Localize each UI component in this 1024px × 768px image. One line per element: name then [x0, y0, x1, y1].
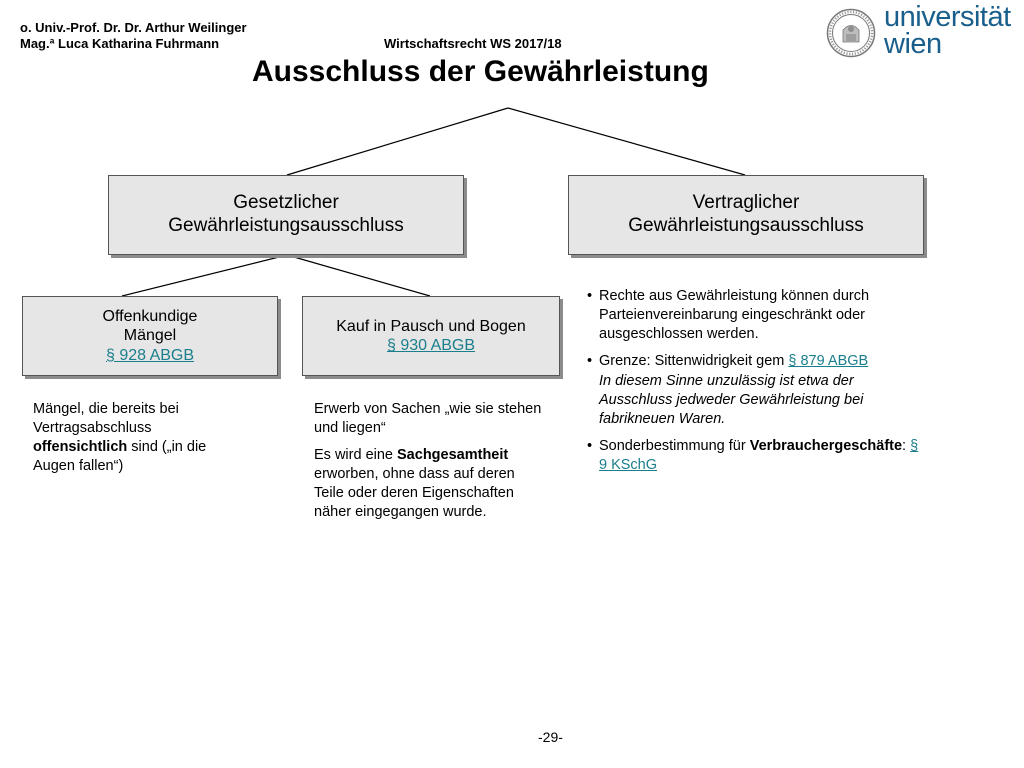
- course-name: Wirtschaftsrecht WS 2017/18: [384, 36, 562, 51]
- box-gesetzlicher-ausschluss: Gesetzlicher Gewährleistungsausschluss: [108, 175, 464, 255]
- author-line-2: Mag.ª Luca Katharina Fuhrmann: [20, 36, 220, 51]
- page-title: Ausschluss der Gewährleistung: [252, 55, 709, 88]
- text-pausch-bogen: Erwerb von Sachen „wie sie stehen und liegen“ Es wird eine Sachgesamtheit erworben, ohne dass auf deren Teile oder deren Eigenschaften näher eingegangen wurde.: [314, 401, 542, 520]
- link-9-kschg[interactable]: § 9 KSchG: [599, 438, 919, 473]
- box-offenkundige-maengel: Offenkundige Mängel § 928 ABGB: [22, 296, 278, 376]
- box-kauf-pausch-bogen: Kauf in Pausch und Bogen § 930 ABGB: [302, 296, 560, 376]
- bullet-rechte: • Rechte aus Gewährleistung können durch Parteienvereinbarung eingeschränkt oder ausgeschlossen werden.: [587, 287, 922, 344]
- page-number: -29-: [538, 729, 563, 745]
- link-879-abgb[interactable]: § 879 ABGB: [788, 353, 869, 369]
- connector-root-right: [508, 108, 745, 175]
- connector-root-left: [287, 108, 508, 175]
- connector-mid-left: [122, 255, 287, 296]
- text-offenkundige-maengel: Mängel, die bereits bei Vertragsabschluss offensichtlich sind („in die Augen fallen“): [33, 401, 207, 474]
- link-930-abgb[interactable]: § 930 ABGB: [386, 337, 476, 354]
- author-line-1: o. Univ.-Prof. Dr. Dr. Arthur Weilinger: [20, 20, 247, 35]
- connector-mid-right: [287, 255, 430, 296]
- text-vertraglicher-ausschluss: [587, 287, 922, 483]
- university-logo-text: universität wien: [884, 1, 1011, 60]
- box-vertraglicher-ausschluss: Vertraglicher Gewährleistungsausschluss: [568, 175, 924, 255]
- bullet-grenze: • Grenze: Sittenwidrigkeit gem § 879 ABGB In diesem Sinne unzulässig ist etwa der Ausschluss jedweder Gewährleistung bei fabrikneuen Waren.: [587, 352, 922, 429]
- link-928-abgb[interactable]: § 928 ABGB: [105, 346, 195, 364]
- bullet-sonderbestimmung: • Sonderbestimmung für Verbrauchergeschäfte: § 9 KSchG: [587, 437, 922, 475]
